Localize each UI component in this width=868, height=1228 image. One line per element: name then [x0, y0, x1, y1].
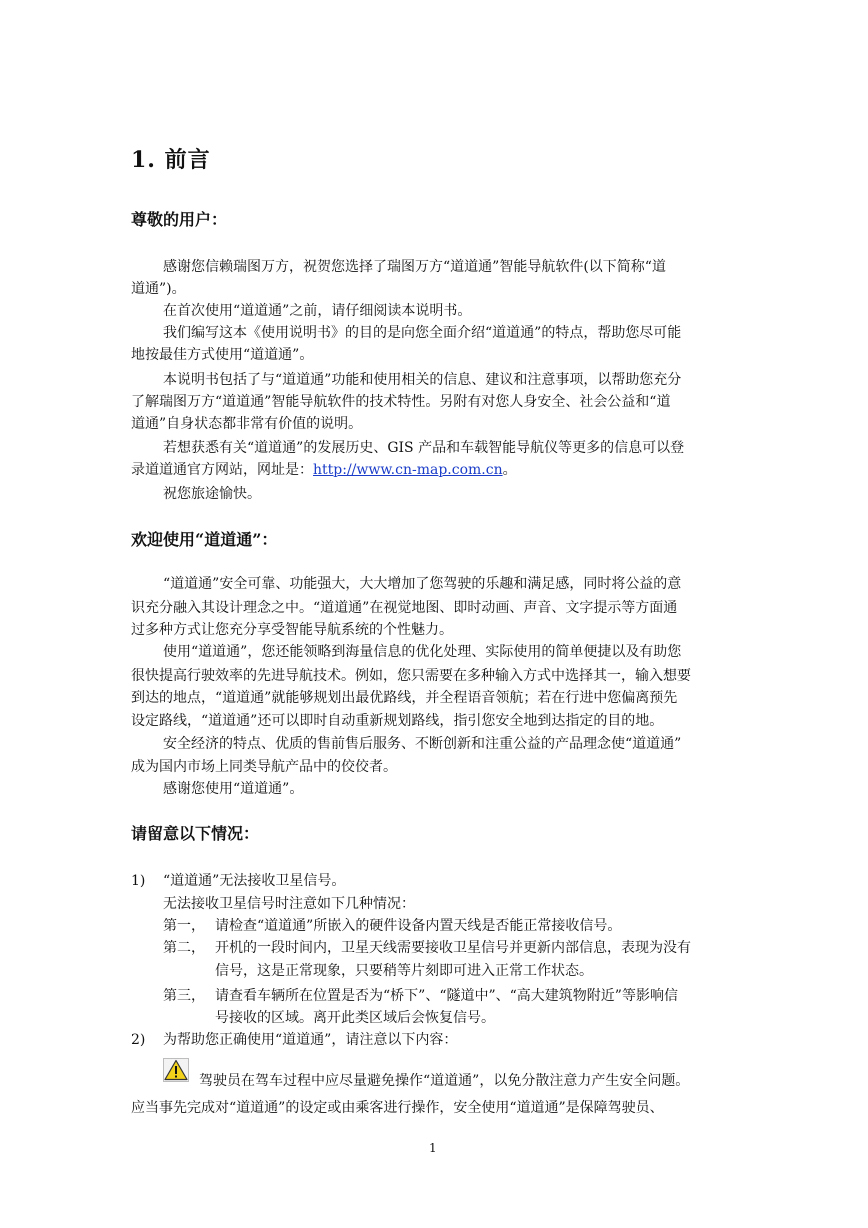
paragraph-line: 设定路线，“道道通”还可以即时自动重新规划路线，指引您安全地到达指定的目的地。 — [131, 713, 664, 729]
link-suffix-text: 。 — [502, 462, 517, 478]
paragraph-line: 感谢您使用“道道通”。 — [163, 781, 304, 797]
list-item-text: “道道通”无法接收卫星信号。 — [163, 873, 346, 889]
paragraph-line: 了解瑞图万方“道道通”智能导航软件的技术特性。另附有对您人身安全、社会公益和“道 — [131, 394, 671, 410]
paragraph-line: 使用“道道通”，您还能领略到海量信息的优化处理、实际使用的简单便捷以及有助您 — [163, 644, 682, 660]
sub-item-text: 号接收的区域。离开此类区域后会恢复信号。 — [215, 1010, 495, 1026]
link-prefix-text: 录道道通官方网站，网址是： — [131, 462, 313, 478]
section-heading-welcome: 欢迎使用“道道通”： — [131, 530, 278, 549]
section-heading-dear-user: 尊敬的用户： — [131, 210, 228, 229]
chapter-title: 1. 前言 — [131, 147, 211, 173]
list-item-text: 为帮助您正确使用“道道通”，请注意以下内容： — [163, 1032, 458, 1048]
sub-item-text: 开机的一段时间内，卫星天线需要接收卫星信号并更新内部信息，表现为没有 — [215, 940, 691, 956]
paragraph-line: “道道通”安全可靠、功能强大，大大增加了您驾驶的乐趣和满足感，同时将公益的意 — [163, 576, 682, 592]
paragraph-line: 成为国内市场上同类导航产品中的佼佼者。 — [131, 759, 397, 775]
paragraph-line: 安全经济的特点、优质的售前售后服务、不断创新和注重公益的产品理念使“道道通” — [163, 736, 682, 752]
paragraph-line: 本说明书包括了与“道道通”功能和使用相关的信息、建议和注意事项，以帮助您充分 — [163, 372, 682, 388]
sub-item-label: 第三， — [163, 988, 205, 1004]
paragraph-line: 祝您旅途愉快。 — [163, 486, 261, 502]
paragraph-line: 我们编写这本《使用说明书》的目的是向您全面介绍“道道通”的特点，帮助您尽可能 — [163, 325, 682, 341]
paragraph-line: 应当事先完成对“道道通”的设定或由乘客进行操作，安全使用“道道通”是保障驾驶员、 — [131, 1100, 664, 1116]
paragraph-line: 很快提高行驶效率的先进导航技术。例如，您只需要在多种输入方式中选择其一，输入想要 — [131, 668, 691, 684]
sub-item-text: 请检查“道道通”所嵌入的硬件设备内置天线是否能正常接收信号。 — [215, 918, 622, 934]
paragraph-line: 感谢您信赖瑞图万方，祝贺您选择了瑞图万方“道道通”智能导航软件(以下简称“道 — [163, 259, 666, 275]
paragraph-line: 地按最佳方式使用“道道通”。 — [131, 347, 314, 363]
sub-item-text: 请查看车辆所在位置是否为“桥下”、“隧道中”、“高大建筑物附近”等影响信 — [215, 988, 678, 1004]
section-heading-notice: 请留意以下情况： — [131, 824, 260, 843]
paragraph-line: 道通”)。 — [131, 281, 186, 297]
paragraph-line: 过多种方式让您充分享受智能导航系统的个性魅力。 — [131, 622, 453, 638]
warning-text: 驾驶员在驾车过程中应尽量避免操作“道道通”，以免分散注意力产生安全问题。 — [199, 1073, 690, 1089]
list-number: 1) — [131, 873, 146, 889]
paragraph-line: 若想获悉有关“道道通”的发展历史、GIS 产品和车载智能导航仪等更多的信息可以登 — [163, 440, 685, 456]
page-number: 1 — [429, 1141, 437, 1155]
list-number: 2) — [131, 1032, 146, 1048]
official-website-link[interactable]: http://www.cn-map.com.cn — [313, 462, 503, 478]
paragraph-line-with-link — [131, 459, 517, 481]
sub-item-label: 第一， — [163, 918, 205, 934]
sub-item-text: 信号，这是正常现象，只要稍等片刻即可进入正常工作状态。 — [215, 963, 593, 979]
sub-item-label: 第二， — [163, 940, 205, 956]
list-item-intro: 无法接收卫星信号时注意如下几种情况： — [163, 896, 415, 912]
paragraph-line: 到达的地点，“道道通”就能够规划出最优路线，并全程语音领航；若在行进中您偏离预先 — [131, 690, 678, 706]
paragraph-line: 识充分融入其设计理念之中。“道道通”在视觉地图、即时动画、声音、文字提示等方面通 — [131, 600, 678, 616]
paragraph-line: 在首次使用“道道通”之前，请仔细阅读本说明书。 — [163, 303, 472, 319]
paragraph-line: 道通”自身状态都非常有价值的说明。 — [131, 416, 363, 432]
warning-triangle-icon — [163, 1058, 189, 1082]
